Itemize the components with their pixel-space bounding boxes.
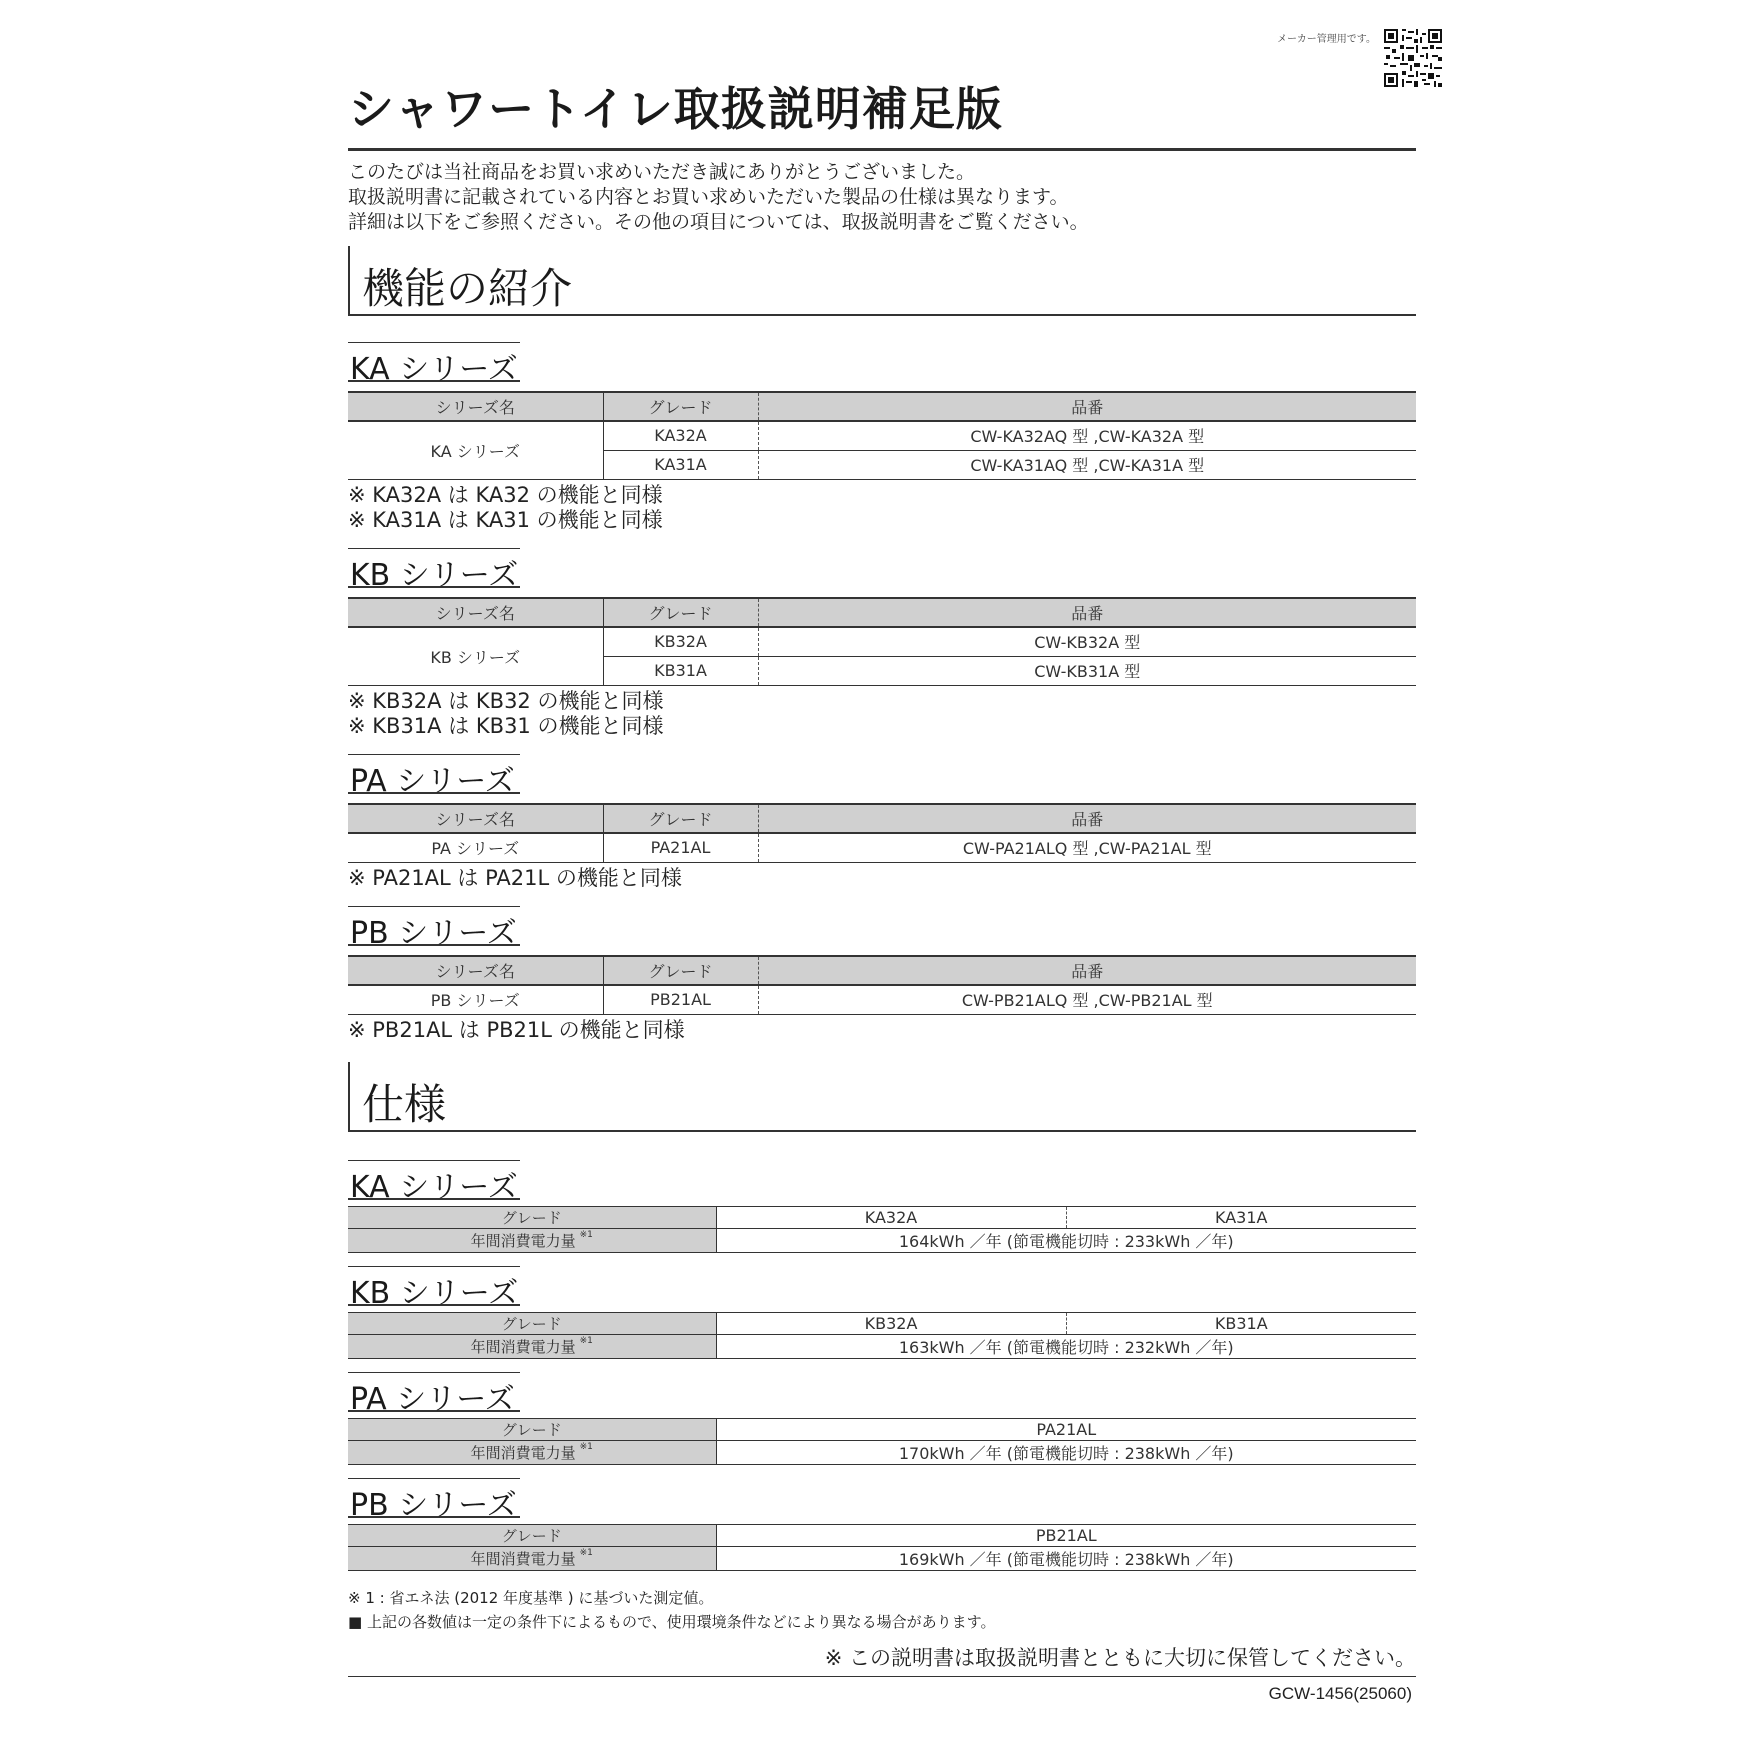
subheading-kb-specs (348, 1266, 520, 1311)
power-label: 年間消費電力量 (470, 1444, 576, 1462)
table-row (348, 421, 1416, 450)
series-cell: PB シリーズ (348, 985, 603, 1014)
subheading-text: KB シリーズ (350, 1276, 519, 1311)
subheading-text: KB シリーズ (350, 558, 519, 593)
row-header: グレード (348, 1207, 716, 1229)
model-cell: CW-KB32A 型 (758, 627, 1416, 656)
footnote-mark: ※1 (579, 1230, 593, 1240)
section-heading-features (348, 246, 1416, 316)
table-row (348, 1313, 1416, 1335)
grade-cell: KB31A (1066, 1313, 1416, 1335)
subheading-ka-features (348, 342, 520, 387)
grade-cell: KA31A (603, 450, 758, 479)
column-header: シリーズ名 (348, 598, 603, 627)
table-row (348, 1441, 1416, 1465)
subheading-pa-features (348, 754, 520, 799)
grade-cell: KB31A (603, 656, 758, 685)
note-line: ※ KA31A は KA31 の機能と同様 (348, 508, 663, 532)
grade-cell: PA21AL (603, 833, 758, 862)
footnotes (348, 1586, 995, 1634)
row-header: グレード (348, 1419, 716, 1441)
note-line: ※ KA32A は KA32 の機能と同様 (348, 483, 663, 507)
page-title: シャワートイレ取扱説明補足版 (348, 82, 1003, 136)
section-heading-text: 機能の紹介 (362, 264, 573, 313)
model-cell: CW-PA21ALQ 型 ,CW-PA21AL 型 (758, 833, 1416, 862)
subheading-ka-specs (348, 1160, 520, 1205)
table-row (348, 1547, 1416, 1571)
column-header: 品番 (758, 598, 1416, 627)
intro-line: 詳細は以下をご参照ください。その他の項目については、取扱説明書をご覧ください。 (348, 211, 1089, 233)
grade-cell: PA21AL (716, 1419, 1416, 1441)
spec-table-kb (348, 1312, 1416, 1359)
feature-table-ka (348, 391, 1416, 480)
power-label: 年間消費電力量 (470, 1232, 576, 1250)
power-label: 年間消費電力量 (470, 1338, 576, 1356)
column-header: 品番 (758, 804, 1416, 833)
table-row (348, 1207, 1416, 1229)
table-row (348, 1525, 1416, 1547)
grade-cell: KB32A (716, 1313, 1066, 1335)
footnote-mark: ※1 (579, 1548, 593, 1558)
note-line: ※ KB31A は KB31 の機能と同様 (348, 714, 664, 738)
row-header (348, 1441, 716, 1465)
note-line: ※ KB32A は KB32 の機能と同様 (348, 689, 664, 713)
power-cell: 170kWh ／年 (節電機能切時 : 238kWh ／年) (716, 1441, 1416, 1465)
feature-table-pb (348, 955, 1416, 1015)
column-header: グレード (603, 956, 758, 985)
row-header: グレード (348, 1525, 716, 1547)
title-divider (348, 148, 1416, 151)
spec-table-pa (348, 1418, 1416, 1465)
subheading-kb-features (348, 548, 520, 593)
model-cell: CW-KA32AQ 型 ,CW-KA32A 型 (758, 421, 1416, 450)
subheading-text: PB シリーズ (350, 1488, 517, 1523)
note-line: ※ PB21AL は PB21L の機能と同様 (348, 1018, 685, 1042)
maker-note: メーカー管理用です。 (1277, 34, 1376, 45)
power-label: 年間消費電力量 (470, 1550, 576, 1568)
table-row (348, 627, 1416, 656)
row-header (348, 1547, 716, 1571)
series-cell: PA シリーズ (348, 833, 603, 862)
subheading-pb-specs (348, 1478, 520, 1523)
footnote-mark: ※1 (579, 1442, 593, 1452)
column-header: 品番 (758, 956, 1416, 985)
qr-code-icon (1384, 29, 1442, 87)
grade-cell: PB21AL (603, 985, 758, 1014)
subheading-text: KA シリーズ (350, 1170, 518, 1205)
table-row (348, 1419, 1416, 1441)
column-header: グレード (603, 392, 758, 421)
section-heading-specs (348, 1062, 1416, 1132)
feature-table-pa (348, 803, 1416, 863)
grade-cell: KA32A (603, 421, 758, 450)
row-header (348, 1229, 716, 1253)
column-header: シリーズ名 (348, 956, 603, 985)
intro-line: このたびは当社商品をお買い求めいただき誠にありがとうございました。 (348, 161, 976, 183)
model-cell: CW-KA31AQ 型 ,CW-KA31A 型 (758, 450, 1416, 479)
footnote-line: ※ 1 : 省エネ法 (2012 年度基準 ) に基づいた測定値。 (348, 1589, 714, 1607)
closing-note: ※ この説明書は取扱説明書とともに大切に保管してください。 (824, 1646, 1416, 1670)
document-code: GCW-1456(25060) (1268, 1684, 1412, 1703)
power-cell: 169kWh ／年 (節電機能切時 : 238kWh ／年) (716, 1547, 1416, 1571)
feature-note (348, 1018, 685, 1043)
table-row (348, 985, 1416, 1014)
subheading-text: PA シリーズ (350, 1382, 515, 1417)
model-cell: CW-KB31A 型 (758, 656, 1416, 685)
spec-table-pb (348, 1524, 1416, 1571)
grade-cell: KA31A (1066, 1207, 1416, 1229)
table-row (348, 1229, 1416, 1253)
series-cell: KB シリーズ (348, 627, 603, 685)
footnote-mark: ※1 (579, 1336, 593, 1346)
grade-cell: KA32A (716, 1207, 1066, 1229)
section-heading-text: 仕様 (362, 1080, 447, 1129)
column-header: グレード (603, 598, 758, 627)
footnote-line: ■ 上記の各数値は一定の条件下によるもので、使用環境条件などにより異なる場合があります。 (348, 1613, 996, 1631)
column-header: 品番 (758, 392, 1416, 421)
subheading-text: KA シリーズ (350, 352, 518, 387)
feature-note (348, 689, 663, 739)
power-cell: 163kWh ／年 (節電機能切時 : 232kWh ／年) (716, 1335, 1416, 1359)
grade-cell: KB32A (603, 627, 758, 656)
spec-table-ka (348, 1206, 1416, 1253)
intro-line: 取扱説明書に記載されている内容とお買い求めいただいた製品の仕様は異なります。 (348, 186, 1069, 208)
subheading-text: PB シリーズ (350, 916, 517, 951)
subheading-pb-features (348, 906, 520, 951)
document-page (348, 0, 1416, 1754)
column-header: グレード (603, 804, 758, 833)
feature-table-kb (348, 597, 1416, 686)
feature-note (348, 483, 663, 533)
series-cell: KA シリーズ (348, 421, 603, 479)
intro-text (348, 160, 1089, 235)
row-header: グレード (348, 1313, 716, 1335)
column-header: シリーズ名 (348, 804, 603, 833)
subheading-pa-specs (348, 1372, 520, 1417)
note-line: ※ PA21AL は PA21L の機能と同様 (348, 866, 682, 890)
power-cell: 164kWh ／年 (節電機能切時 : 233kWh ／年) (716, 1229, 1416, 1253)
model-cell: CW-PB21ALQ 型 ,CW-PB21AL 型 (758, 985, 1416, 1014)
column-header: シリーズ名 (348, 392, 603, 421)
feature-note (348, 866, 682, 891)
grade-cell: PB21AL (716, 1525, 1416, 1547)
table-row (348, 1335, 1416, 1359)
subheading-text: PA シリーズ (350, 764, 515, 799)
bottom-divider (348, 1676, 1416, 1677)
row-header (348, 1335, 716, 1359)
table-row (348, 833, 1416, 862)
